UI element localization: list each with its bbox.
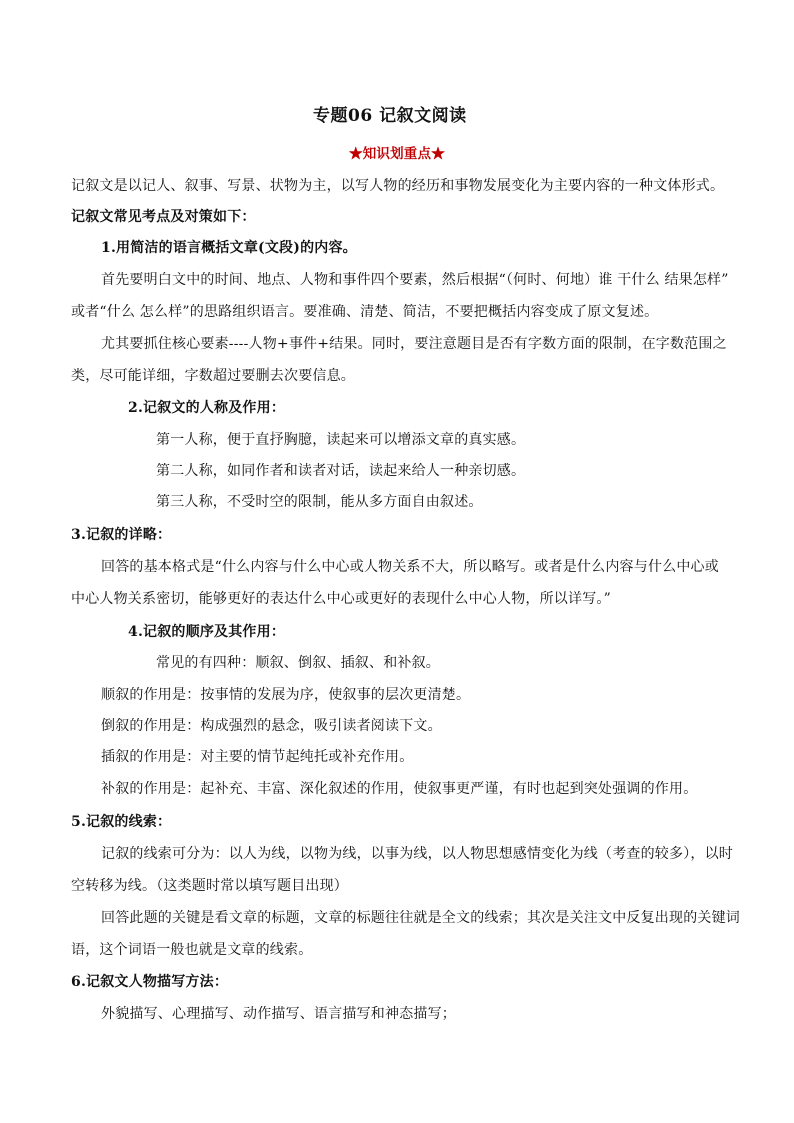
paragraph-1b-line-2: 类，尽可能详细，字数超过要删去次要信息。: [71, 368, 355, 384]
paragraph-5a-line-2: 空转移为线。（这类题时常以填写题目出现）: [71, 878, 348, 894]
section-subtitle: ★知识划重点★: [349, 146, 445, 162]
paragraph-3-line-2: 中心人物关系密切，能够更好的表达什么中心或更好的表现什么中心人物，所以详写。”: [71, 591, 611, 607]
paragraph-4c: 倒叙的作用是：构成强烈的悬念，吸引读者阅读下文。: [101, 718, 442, 734]
paragraph-5a-line-1: 记叙的线索可分为：以人为线，以物为线，以事为线，以人物思想感情变化为线（考查的较多），以时: [101, 846, 733, 862]
heading-1: 1.用简洁的语言概括文章(文段)的内容。: [101, 240, 357, 256]
paragraph-4d: 插叙的作用是：对主要的情节起纯托或补充作用。: [101, 749, 414, 765]
common-points-heading: 记叙文常见考点及对策如下：: [71, 209, 256, 225]
heading-6: 6.记叙文人物描写方法：: [71, 974, 229, 990]
paragraph-1a-line-2: 或者“什么 怎么样”的思路组织语言。要准确、清楚、简洁，不要把概括内容变成了原文复述。: [71, 304, 659, 320]
paragraph-4a: 常见的有四种：顺叙、倒叙、插叙、和补叙。: [156, 655, 440, 671]
paragraph-4e: 补叙的作用是：起补充、丰富、深化叙述的作用，使叙事更严谨，有时也起到突处强调的作用。: [101, 781, 698, 797]
paragraph-5b-line-2: 语，这个词语一般也就是文章的线索。: [71, 942, 313, 958]
paragraph-3-line-1: 回答的基本格式是“什么内容与什么中心或人物关系不大，所以略写。或者是什么内容与什么中心或: [101, 559, 719, 575]
heading-2: 2.记叙文的人称及作用：: [128, 400, 286, 416]
paragraph-2c: 第三人称，不受时空的限制，能从多方面自由叙述。: [156, 494, 483, 510]
paragraph-6: 外貌描写、心理描写、动作描写、语言描写和神态描写；: [101, 1006, 456, 1022]
paragraph-5b-line-1: 回答此题的关键是看文章的标题，文章的标题往往就是全文的线索；其次是关注文中反复出现的关键词: [101, 910, 740, 926]
paragraph-4b: 顺叙的作用是：按事情的发展为序，使叙事的层次更清楚。: [101, 687, 471, 703]
paragraph-1b-line-1: 尤其要抓住核心要素----人物+事件+结果。同时，要注意题目是否有字数方面的限制，在字数范围之: [101, 336, 727, 352]
heading-3: 3.记叙的详略：: [71, 527, 172, 543]
paragraph-1a-line-1: 首先要明白文中的时间、地点、人物和事件四个要素，然后根据“（何时、何地）谁 干什么 结果怎样”: [101, 272, 729, 288]
paragraph-2a: 第一人称，便于直抒胸臆，读起来可以增添文章的真实感。: [156, 432, 526, 448]
heading-4: 4.记叙的顺序及其作用：: [128, 624, 286, 640]
heading-5: 5.记叙的线索：: [71, 814, 172, 830]
paragraph-2b: 第二人称，如同作者和读者对话，读起来给人一种亲切感。: [156, 463, 526, 479]
page-title: 专题06 记叙文阅读: [313, 106, 467, 126]
intro-paragraph: 记叙文是以记人、叙事、写景、状物为主，以写人物的经历和事物发展变化为主要内容的一种文体形式。: [71, 178, 725, 194]
